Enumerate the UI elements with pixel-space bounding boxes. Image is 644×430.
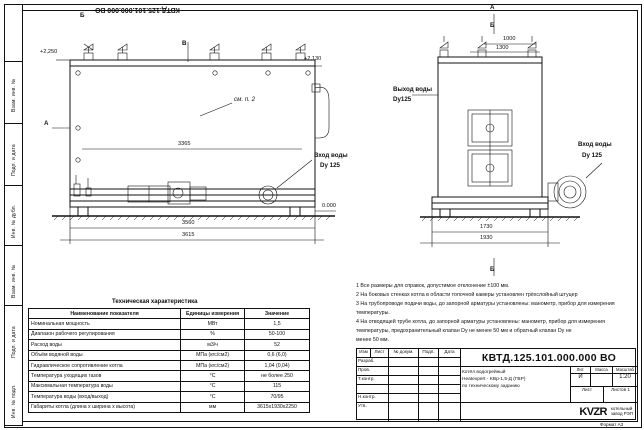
title-block — [356, 348, 636, 420]
spec-table — [28, 308, 310, 413]
tb-date-1 — [439, 367, 461, 376]
spec-cell: 70/95 — [245, 392, 310, 402]
table-row — [29, 392, 310, 402]
tb-sheet-label: Лист — [571, 387, 604, 403]
table-row — [29, 360, 310, 370]
tb-name-3 — [389, 394, 419, 403]
spec-cell: Температура уходящих газов — [29, 371, 181, 381]
note-3: температуры. — [356, 310, 390, 316]
table-row — [29, 340, 310, 350]
spec-cell: Расход воды — [29, 340, 181, 350]
dim-1730: 1730 — [480, 224, 493, 230]
dim-3365: 3365 — [178, 141, 191, 147]
tb-product-line-2: по техническому заданию — [462, 384, 520, 390]
tb-scale-header: Масштаб — [613, 367, 637, 374]
spec-header-1: Единицы измерения — [181, 309, 245, 319]
elev-top: +2,250 — [40, 49, 58, 55]
label-water-out-dn: Dy125 — [393, 96, 412, 103]
spec-cell: 50-100 — [245, 329, 310, 339]
tb-sign-1 — [419, 367, 439, 376]
spec-cell: не более 250 — [245, 371, 310, 381]
spec-cell: % — [181, 329, 245, 339]
spec-cell: 3615х1930х2250 — [245, 402, 310, 412]
tb-blank-1 — [389, 385, 419, 394]
tb-product — [461, 367, 571, 403]
table-row — [29, 329, 310, 339]
tb-mass-header: Масса — [591, 367, 613, 374]
tb-date-0 — [439, 358, 461, 367]
strip-label-2: Инв. № дубл. — [11, 204, 17, 238]
tb-name-2 — [389, 376, 419, 385]
tb-name-1 — [389, 367, 419, 376]
tb-sheets-label — [604, 387, 637, 403]
tb-blank-3 — [439, 385, 461, 394]
strip-label-0: Взам. инв. № — [11, 78, 17, 112]
tb-date-3 — [439, 394, 461, 403]
format-note: Формат А3 — [600, 422, 624, 427]
spec-cell: Номинальная мощность — [29, 319, 181, 329]
table-row — [29, 350, 310, 360]
label-end-water-in-dn: Dy 125 — [582, 152, 602, 159]
tb-sign-3 — [419, 394, 439, 403]
spec-cell: Диапазон рабочего регулирования — [29, 329, 181, 339]
note-6: менее 50 мм. — [356, 337, 389, 343]
label-end-water-in: Вход воды — [578, 141, 612, 148]
tb-role-4: Утв. — [357, 403, 389, 421]
spec-cell: мм — [181, 402, 245, 412]
tb-col-izm: Изм — [357, 349, 371, 358]
dim-1930: 1930 — [480, 235, 493, 241]
dim-3615: 3615 — [182, 232, 195, 238]
tb-col-docnum: № докум. — [389, 349, 419, 358]
tb-role-1: Пров. — [357, 367, 389, 376]
strip-label-5: Инв. № подл. — [11, 384, 17, 418]
spec-cell: Гидравлическое сопротивление котла — [29, 360, 181, 370]
spec-header-2: Значение — [245, 309, 310, 319]
spec-cell: Максимальная температура воды — [29, 381, 181, 391]
strip-label-4: Подп. и дата — [11, 326, 17, 358]
section-mark-b-lower: Б — [490, 266, 495, 273]
table-row — [29, 381, 310, 391]
spec-cell: Объём водяной воды — [29, 350, 181, 360]
spec-cell: МПа (кгс/см2) — [181, 360, 245, 370]
tb-role-blank — [357, 385, 389, 394]
section-mark-a-top: А — [490, 4, 495, 11]
spec-table-title: Техническая характеристика — [112, 299, 198, 305]
section-mark-v: В — [182, 40, 187, 47]
tb-col-podp: Подп. — [419, 349, 439, 358]
tb-blank-2 — [419, 385, 439, 394]
tb-col-data: Дата — [439, 349, 461, 358]
company-sub-1: котельный — [610, 406, 633, 412]
elev-mid: +2,130 — [304, 56, 322, 62]
spec-cell: °С — [181, 392, 245, 402]
dim-1000: 1000 — [503, 36, 516, 42]
tb-product-line-1: Heatexpert - KBp-1,5-Д (ГВР) — [462, 377, 526, 383]
label-side-water-in: Вход воды — [314, 152, 348, 159]
spec-cell: Габариты котла (длина х ширина х высота) — [29, 402, 181, 412]
tb-lit-header: Лит. — [571, 367, 591, 374]
note-1: 2 На боковых стенках котла в области топочной камеры установлен трёхслойный штуцер — [356, 292, 578, 298]
dim-3560: 3560 — [182, 220, 195, 226]
note-2: 3 На трубопроводе подачи воды, до запорной арматуры установлены: манометр, прибор для измерения — [356, 301, 615, 307]
spec-cell: Температура воды (вход/выход) — [29, 392, 181, 402]
note-4: 4 На отводящей трубе котла, до запорной арматуры установлены: манометр, прибор для измерения — [356, 319, 605, 325]
company-logo: KVZR — [579, 406, 607, 418]
table-row — [29, 371, 310, 381]
spec-cell: 1,5 — [245, 319, 310, 329]
elev-zero: 0.000 — [322, 203, 336, 209]
note-0: 1 Все размеры для справок, допустимое отклонение ±100 мм. — [356, 283, 510, 289]
tb-doc-number — [461, 349, 637, 367]
dim-1300: 1300 — [496, 45, 509, 51]
label-side-water-in-dn: Dy 125 — [320, 162, 340, 169]
tb-name-0 — [389, 358, 419, 367]
tb-sheets-value: 1 — [627, 387, 630, 392]
table-row — [29, 319, 310, 329]
tb-role-3: Н.контр. — [357, 394, 389, 403]
tb-company — [461, 403, 637, 421]
spec-cell: МВт — [181, 319, 245, 329]
section-mark-b-upper: Б — [490, 22, 495, 29]
spec-cell: м3/ч — [181, 340, 245, 350]
tb-role-2: Т.контр. — [357, 376, 389, 385]
tb-scale-value: 1:20 — [613, 374, 637, 387]
spec-cell: 1,04 (0,04) — [245, 360, 310, 370]
label-see-item-2: см. п. 2 — [234, 96, 256, 103]
tb-date-2 — [439, 376, 461, 385]
strip-label-1: Подп. и дата — [11, 144, 17, 176]
spec-cell: °С — [181, 371, 245, 381]
section-mark-a-left: А — [44, 120, 49, 127]
tb-doc-number-text: КВТД.125.101.000.000 ВО — [481, 351, 617, 364]
tb-sign-0 — [419, 358, 439, 367]
spec-cell: МПа (кгс/см2) — [181, 350, 245, 360]
tb-name-4 — [389, 403, 419, 421]
spec-cell: 115 — [245, 381, 310, 391]
tb-product-line-0: Котёл водогрейный — [462, 370, 506, 375]
tb-col-list: Лист — [371, 349, 389, 358]
tb-role-0: Разраб. — [357, 358, 389, 367]
top-doc-number: КВТД.125.101.000.000 ВО — [95, 5, 180, 13]
strip-label-3: Взам. инв. № — [11, 264, 17, 298]
note-5: температуры, предохранительный клапан Dy не менее 50 мм и обратный клапан Dy не — [356, 328, 572, 334]
tb-sheets-label-text: Листов — [611, 387, 627, 392]
tb-lit-value: И — [571, 374, 591, 387]
section-mark-b-top: Б — [80, 12, 85, 19]
tb-sign-2 — [419, 376, 439, 385]
spec-cell: 52 — [245, 340, 310, 350]
company-sub-2: завод РЭП — [610, 411, 633, 416]
tb-date-4 — [439, 403, 461, 421]
spec-cell: 0,6 (6,0) — [245, 350, 310, 360]
spec-cell: °С — [181, 381, 245, 391]
table-row — [29, 402, 310, 412]
spec-header-0: Наименование показателя — [29, 309, 181, 319]
tb-mass-value — [591, 374, 613, 387]
label-water-out: Выход воды — [393, 86, 433, 93]
tb-sign-4 — [419, 403, 439, 421]
